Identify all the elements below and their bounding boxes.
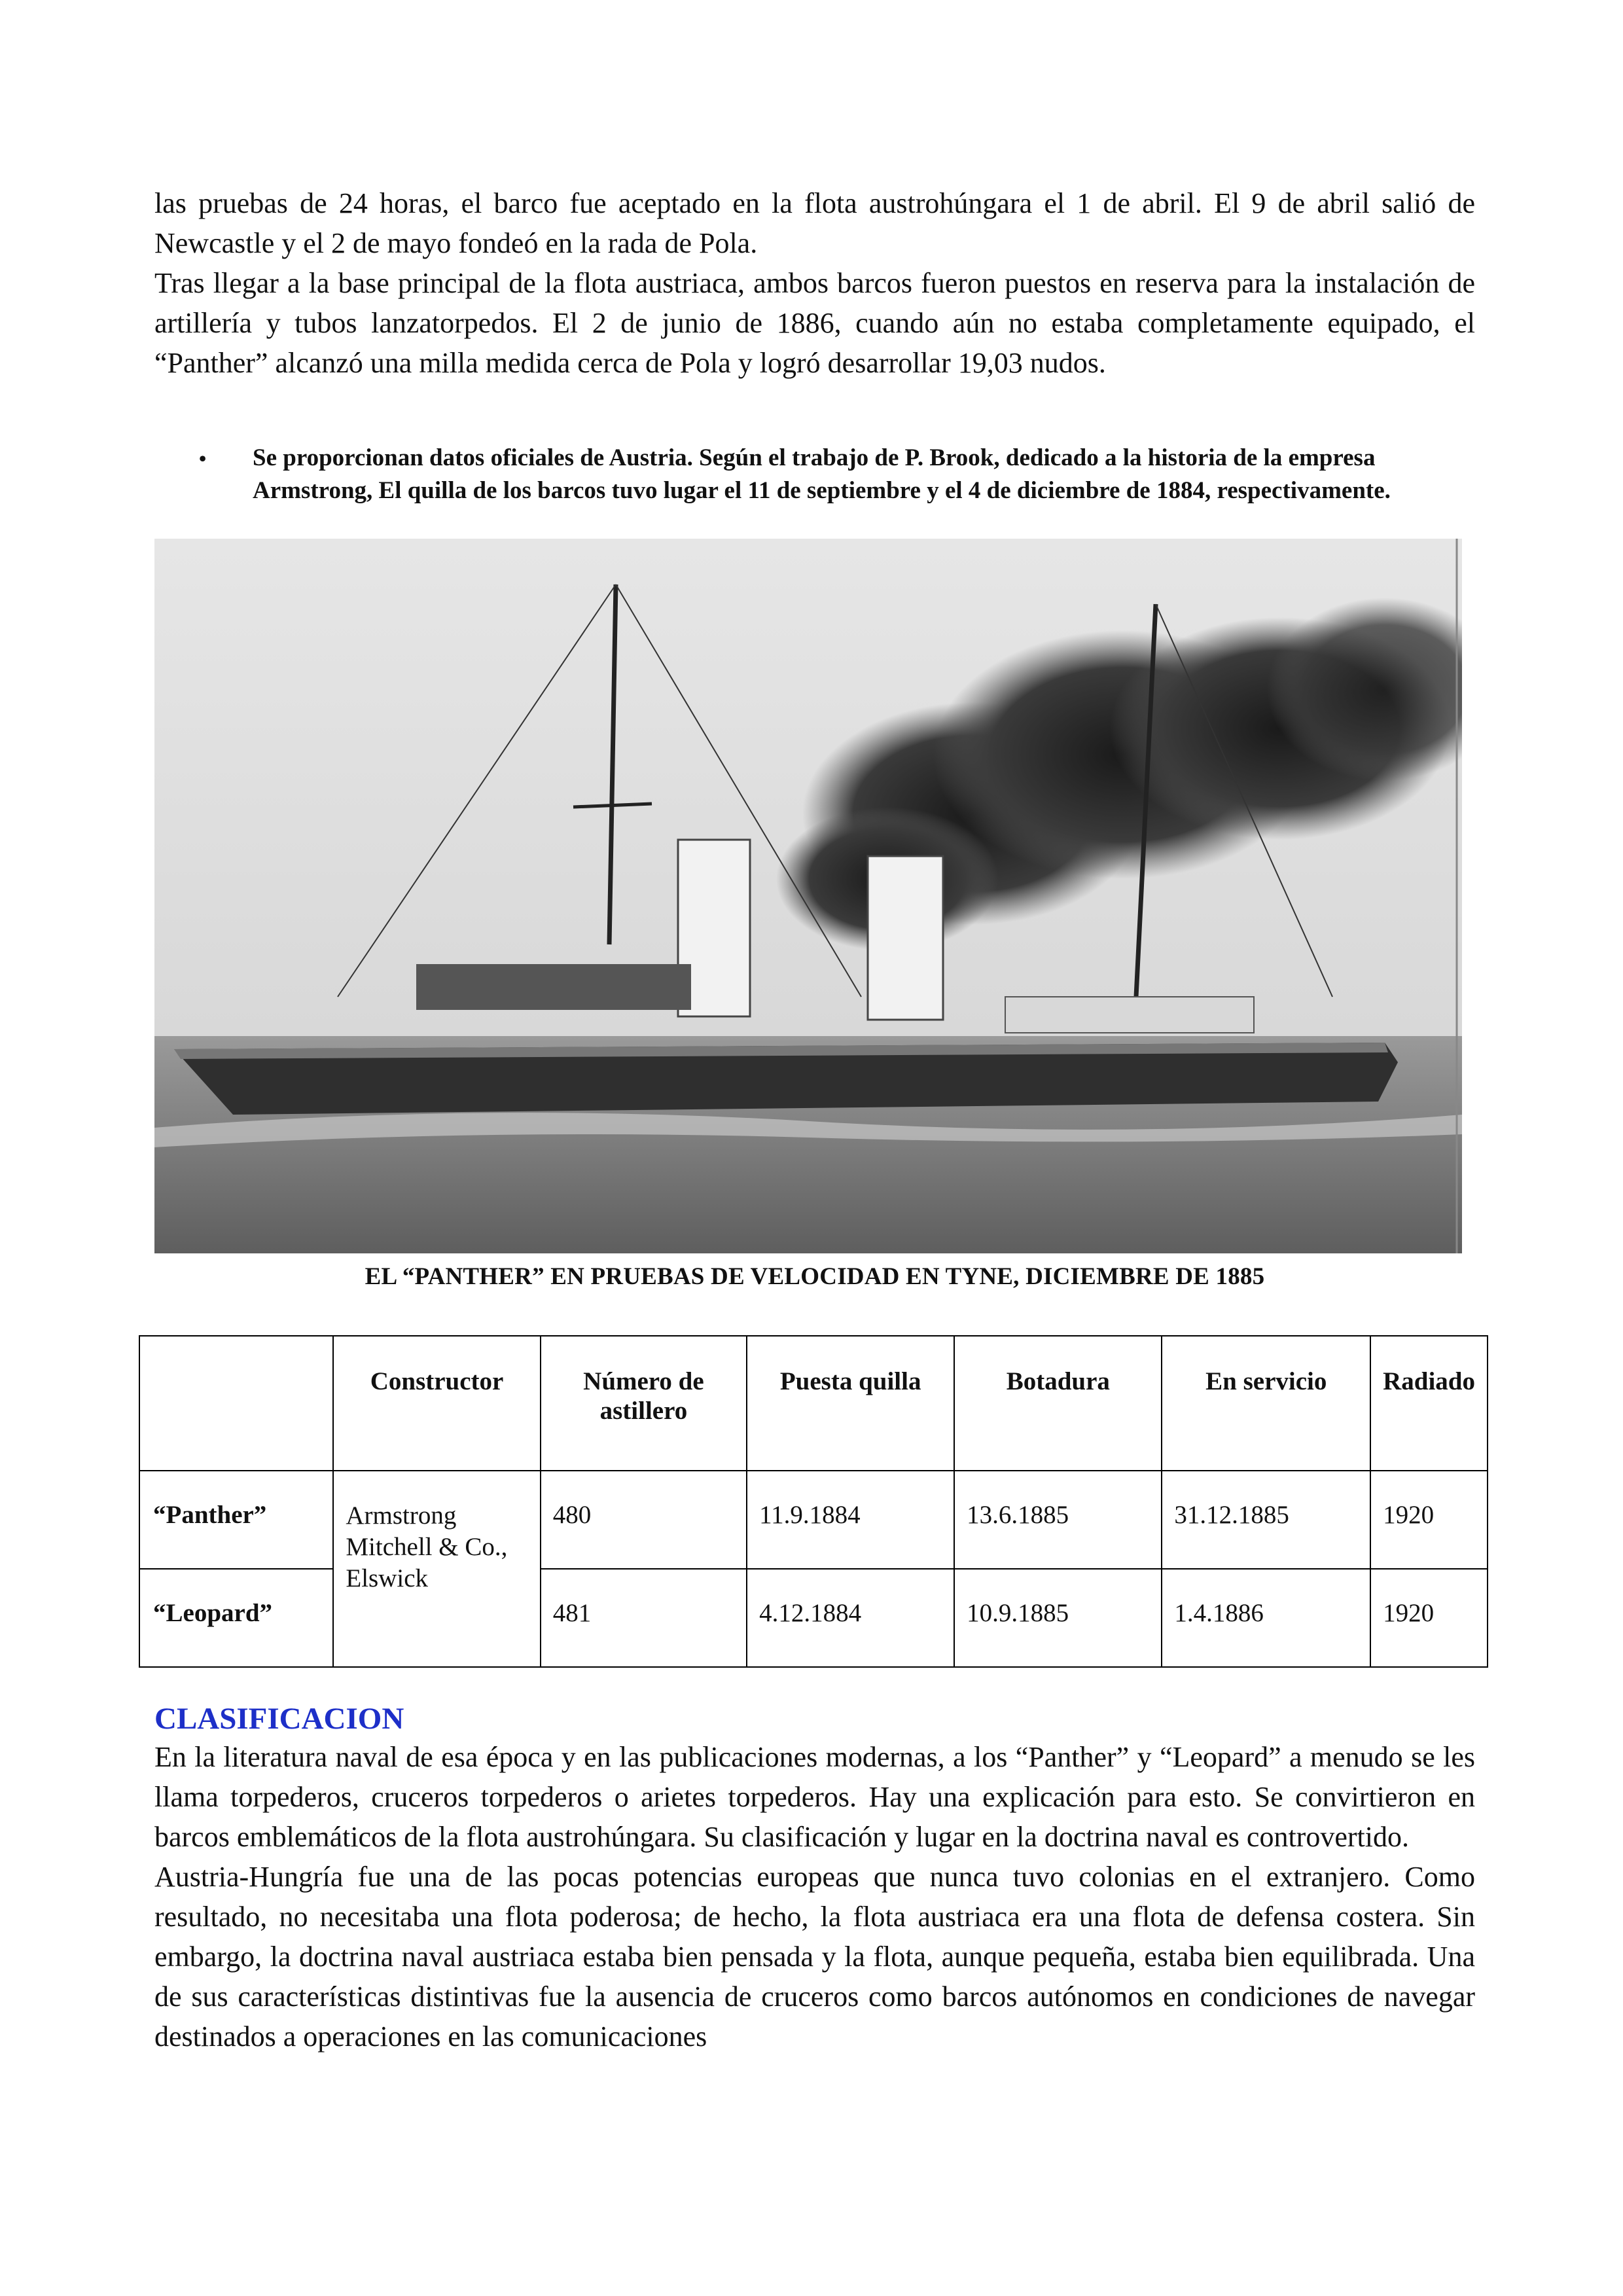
- intro-paragraph-1: las pruebas de 24 horas, el barco fue aceptado en la flota austrohúngara el 1 de abril. El 9 de abril salió de Newcastle y el 2 de mayo fondeó en la rada de Pola.: [154, 187, 1475, 259]
- table-header-cell: Constructor: [333, 1336, 540, 1471]
- stricken-date: 1920: [1370, 1569, 1488, 1667]
- photo-caption: EL “PANTHER” EN PRUEBAS DE VELOCIDAD EN TYNE, DICIEMBRE DE 1885: [365, 1263, 1265, 1290]
- stricken-date: 1920: [1370, 1471, 1488, 1569]
- keel-date: 4.12.1884: [747, 1569, 954, 1667]
- table-header-row: [139, 1336, 1488, 1471]
- launch-date: 10.9.1885: [954, 1569, 1162, 1667]
- launch-date: 13.6.1885: [954, 1471, 1162, 1569]
- table-header-cell: [139, 1336, 333, 1471]
- yard-number: 480: [541, 1471, 747, 1569]
- service-date: 31.12.1885: [1162, 1471, 1370, 1569]
- ship-photo: [154, 539, 1462, 1253]
- table-header-cell: Puesta quilla: [747, 1336, 954, 1471]
- document-page: [154, 183, 1475, 2056]
- builder-cell: Armstrong Mitchell & Co., Elswick: [333, 1471, 540, 1667]
- section-paragraph-2: Austria-Hungría fue una de las pocas potencias europeas que nunca tuvo colonias en el extranjero. Como resultado, no necesitaba una flota poderosa; de hecho, la flota austriaca era una flota de defensa costera. Sin embargo, la doctrina naval austriaca estaba bien pensada y la flota, aunque pequeña, estaba bien equilibrada. Una de sus características distintivas fue la ausencia de cruceros como barcos autónomos en condiciones de navegar destinados a operaciones en las comunicaciones: [154, 1861, 1475, 2053]
- footnote-item: [199, 442, 1475, 507]
- intro-paragraph-2: Tras llegar a la base principal de la flota austriaca, ambos barcos fueron puestos en reserva para la instalación de artillería y tubos lanzatorpedos. El 2 de junio de 1886, cuando aún no estaba completamente equipado, el “Panther” alcanzó una milla medida cerca de Pola y logró desarrollar 19,03 nudos.: [154, 267, 1475, 379]
- ship-name: “Leopard”: [139, 1569, 333, 1667]
- table-header-cell: En servicio: [1162, 1336, 1370, 1471]
- yard-number: 481: [541, 1569, 747, 1667]
- ship-name: “Panther”: [139, 1471, 333, 1569]
- table-header-cell: Botadura: [954, 1336, 1162, 1471]
- table-header-cell: Radiado: [1370, 1336, 1488, 1471]
- section-paragraph-1: En la literatura naval de esa época y en las publicaciones modernas, a los “Panther” y “Leopard” a menudo se les llama torpederos, cruceros torpederos o arietes torpederos. Hay una explicación para esto. Se convirtieron en barcos emblemáticos de la flota austrohúngara. Su clasificación y lugar en la doctrina naval es controvertido.: [154, 1741, 1475, 1853]
- bullet-icon: •: [199, 446, 207, 470]
- ships-table: [139, 1335, 1488, 1668]
- table-row: [139, 1471, 1488, 1569]
- footnote-list: [154, 442, 1475, 507]
- keel-date: 11.9.1884: [747, 1471, 954, 1569]
- table-header-cell: Número de astillero: [541, 1336, 747, 1471]
- footnote-text: Se proporcionan datos oficiales de Austria. Según el trabajo de P. Brook, dedicado a la historia de la empresa Armstrong, El quilla de los barcos tuvo lugar el 11 de septiembre y el 4 de diciembre de 1884, respectivamente.: [253, 444, 1391, 504]
- service-date: 1.4.1886: [1162, 1569, 1370, 1667]
- section-title: CLASIFICACION: [154, 1702, 404, 1736]
